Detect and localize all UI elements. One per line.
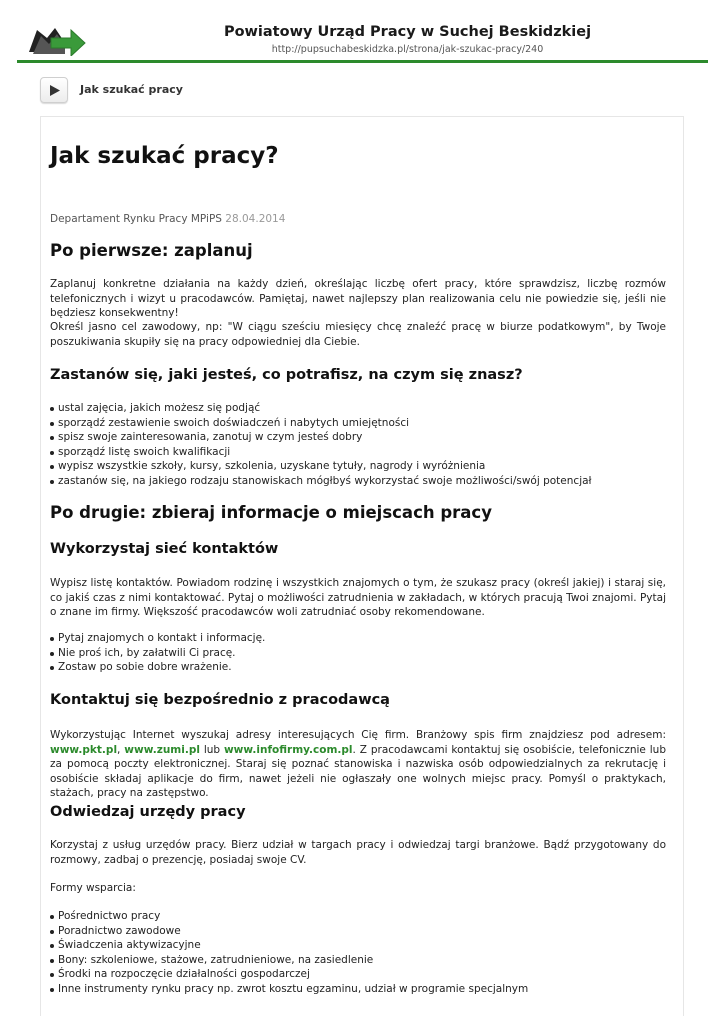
list-item: spisz swoje zainteresowania, zanotuj w czym jesteś dobry bbox=[50, 430, 666, 445]
paragraph-contacts: Wypisz listę kontaktów. Powiadom rodzinę i wszystkich znajomych o tym, że szukasz pracy (określ jakiej) i staraj się, co jakiś czas z nimi kontaktować. Pytaj o możliwości zatrudnienia w zakładach, w których pracują Twoi znajomi. Pytaj o znane im firmy. Większość pracodawców woli zatrudniać osoby rekomendowane. bbox=[50, 577, 666, 618]
text-span: Wykorzystując Internet wyszukaj adresy interesujących Cię firm. Branżowy spis firm znajdziesz pod adresem: bbox=[50, 729, 666, 741]
section-heading-offices: Odwiedzaj urzędy pracy bbox=[50, 804, 246, 820]
article-meta bbox=[50, 213, 285, 225]
breadcrumb-button[interactable] bbox=[40, 77, 68, 103]
paragraph-plan-1: Zaplanuj konkretne działania na każdy dzień, określając liczbę ofert pracy, które sprawdzisz, liczbę rozmów telefonicznych i wizyt u pracodawców. Pamiętaj, nawet najlepszy plan realizowania celu nie powiedzie się, jeśli nie będziesz konsekwentny! bbox=[50, 278, 666, 319]
section-heading-employer: Kontaktuj się bezpośrednio z pracodawcą bbox=[50, 692, 390, 708]
link-pkt[interactable]: www.pkt.pl bbox=[50, 743, 118, 756]
article-date: 28.04.2014 bbox=[225, 213, 286, 225]
text-span: , bbox=[117, 743, 125, 756]
list-item: Pośrednictwo pracy bbox=[50, 909, 666, 924]
link-infofirmy[interactable]: www.infofirmy.com.pl bbox=[223, 743, 353, 756]
list-item: Bony: szkoleniowe, stażowe, zatrudnieniowe, na zasiedlenie bbox=[50, 953, 666, 968]
paragraph-support-forms: Formy wsparcia: bbox=[50, 882, 136, 894]
list-item: Pytaj znajomych o kontakt i informację. bbox=[50, 631, 666, 646]
list-item: Poradnictwo zawodowe bbox=[50, 924, 666, 939]
list-item: sporządź zestawienie swoich doświadczeń i nabytych umiejętności bbox=[50, 416, 666, 431]
play-arrow-icon bbox=[49, 84, 61, 97]
list-item: Zostaw po sobie dobre wrażenie. bbox=[50, 660, 666, 675]
section-heading-plan: Po pierwsze: zaplanuj bbox=[50, 241, 253, 260]
list-item: Nie proś ich, by załatwili Ci pracę. bbox=[50, 646, 666, 661]
list-self bbox=[50, 401, 666, 488]
paragraph-plan-2: Określ jasno cel zawodowy, np: "W ciągu sześciu miesięcy chcę znaleźć pracę w biurze podatkowym", by Twoje poszukiwania skupiły się na pracy odpowiedniej dla Ciebie. bbox=[50, 321, 666, 348]
paragraph-employer bbox=[50, 728, 666, 801]
section-heading-contacts: Wykorzystaj sieć kontaktów bbox=[50, 541, 279, 557]
list-item: Świadczenia aktywizacyjne bbox=[50, 938, 666, 953]
header-divider bbox=[17, 60, 708, 63]
list-contacts bbox=[50, 631, 666, 675]
text-span: lub bbox=[199, 743, 224, 756]
paragraph-offices: Korzystaj z usług urzędów pracy. Bierz udział w targach pracy i odwiedzaj targi branżowe. Bądź przygotowany do rozmowy, zadbaj o prezencję, posiadaj swoje CV. bbox=[50, 839, 666, 866]
text-span: . Z pracodawcami kontaktuj się osobiście, telefonicznie lub za pomocą poczty elektronicznej. Staraj się poznać stanowiska i nazwiska osób odpowiedzialnych za rekrutację i osobiście składaj aplikacje do firm, nawet jeżeli nie ogłaszały one wolnych miejsc pracy. Pomyśl o praktykach, stażach, pracy na zastępstwo. bbox=[50, 743, 666, 799]
list-item: zastanów się, na jakiego rodzaju stanowiskach mógłbyś wykorzystać swoje możliwości/swój potencjał bbox=[50, 474, 666, 489]
site-title[interactable]: Powiatowy Urząd Pracy w Suchej Beskidzkiej bbox=[223, 24, 592, 40]
section-heading-info: Po drugie: zbieraj informacje o miejscach pracy bbox=[50, 503, 492, 522]
list-item: Środki na rozpoczęcie działalności gospodarczej bbox=[50, 967, 666, 982]
breadcrumb-label[interactable]: Jak szukać pracy bbox=[80, 83, 183, 96]
list-support-forms bbox=[50, 909, 666, 996]
list-item: sporządź listę swoich kwalifikacji bbox=[50, 445, 666, 460]
page-url: http://pupsuchabeskidzka.pl/strona/jak-szukac-pracy/240 bbox=[271, 44, 544, 55]
list-item: wypisz wszystkie szkoły, kursy, szkolenia, uzyskane tytuły, nagrody i wyróżnienia bbox=[50, 459, 666, 474]
section-heading-self: Zastanów się, jaki jesteś, co potrafisz, na czym się znasz? bbox=[50, 367, 523, 383]
link-zumi[interactable]: www.zumi.pl bbox=[124, 743, 200, 756]
list-item: ustal zajęcia, jakich możesz się podjąć bbox=[50, 401, 666, 416]
list-item: Inne instrumenty rynku pracy np. zwrot kosztu egzaminu, udział w programie specjalnym bbox=[50, 982, 666, 997]
site-header bbox=[17, 14, 708, 64]
article-author: Departament Rynku Pracy MPiPS bbox=[50, 213, 222, 225]
page-title: Jak szukać pracy? bbox=[50, 143, 279, 169]
